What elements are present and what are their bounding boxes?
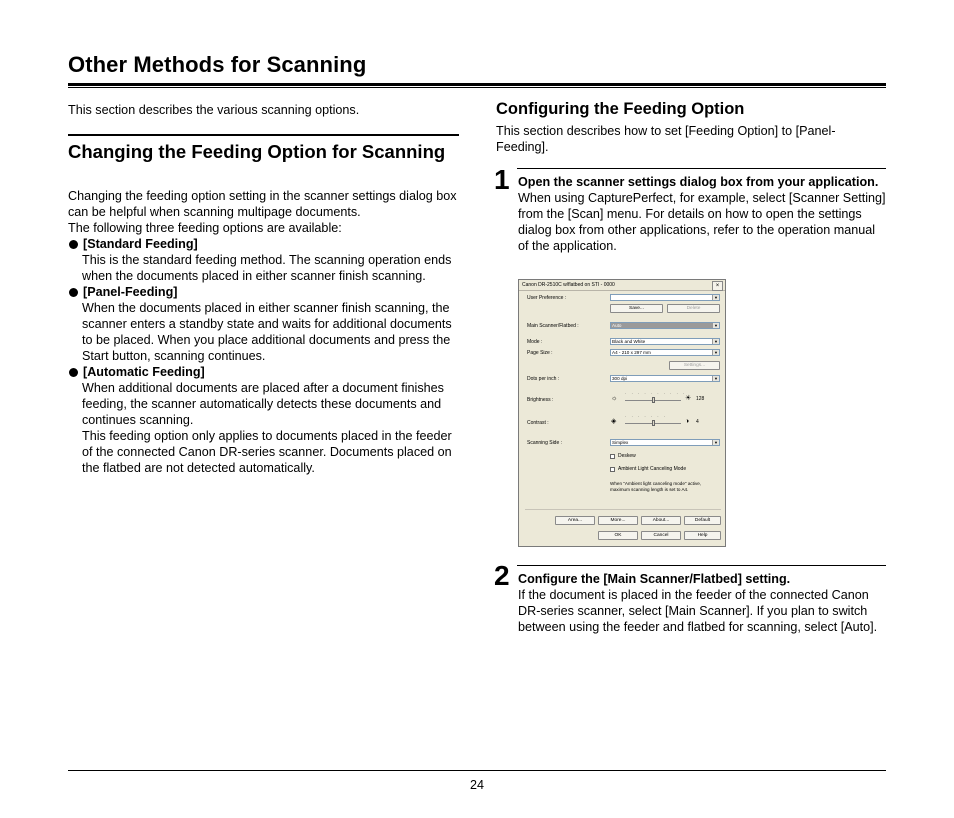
contrast-slider-thumb[interactable] [652, 420, 655, 426]
main-scanner-select[interactable]: Auto ▼ [610, 322, 720, 329]
dialog-title: Canon DR-2510C w/flatbed on STI - 0000 [519, 280, 725, 291]
option-panel [68, 284, 460, 300]
default-button[interactable]: Default [684, 516, 721, 525]
step-rule [517, 565, 886, 566]
user-preference-label: User Preference : [527, 295, 567, 301]
contrast-label: Contrast : [527, 420, 549, 426]
bullet-icon [69, 368, 78, 377]
sun-bright-icon: ☀ [685, 395, 692, 402]
para-intro: Changing the feeding option setting in the scanner settings dialog box can be helpful when scanning multipage documents. [68, 189, 457, 219]
title-rule-thick [68, 83, 886, 86]
brightness-label: Brightness : [527, 397, 554, 403]
chevron-down-icon: ▼ [712, 440, 719, 445]
brightness-value: 128 [696, 396, 705, 402]
option-standard [68, 236, 460, 252]
delete-button[interactable]: Delete [667, 304, 720, 313]
intro-text: This section describes the various scanning options. [68, 103, 360, 117]
para-options: The following three feeding options are available: [68, 221, 342, 235]
option-text: When the documents placed in either scanner finish scanning, the scanner enters a standby state and waits for additional documents to be placed. When you place additional documents and press the Start button, scanning continues. [82, 301, 452, 363]
chevron-down-icon: ▼ [712, 339, 719, 344]
user-preference-select[interactable] [610, 294, 720, 301]
subsection-heading: Configuring the Feeding Option [496, 100, 745, 118]
option-note: This feeding option only applies to documents placed in the feeder of the connected Canon DR-series scanner. Documents placed on the flatbed are not detected automatically. [82, 429, 452, 475]
page-number: 24 [469, 778, 484, 792]
scanning-side-select[interactable]: Simplex ▼ [610, 439, 720, 446]
left-column [68, 188, 460, 476]
bullet-icon [69, 288, 78, 297]
ambient-light-checkbox[interactable]: Ambient Light Canceling Mode [610, 466, 686, 473]
option-label: [Standard Feeding] [83, 237, 198, 251]
sun-dim-icon: ☼ [611, 395, 618, 402]
subsection-desc: This section describes how to set [Feeding Option] to [Panel-Feeding]. [496, 124, 836, 154]
chevron-down-icon: ▼ [712, 295, 719, 300]
section-rule [68, 134, 459, 136]
scanning-side-label: Scanning Side : [527, 440, 563, 446]
more-button[interactable]: More... [598, 516, 638, 525]
help-button[interactable]: Help [684, 531, 721, 540]
deskew-checkbox[interactable]: Deskew [610, 453, 636, 460]
page-title: Other Methods for Scanning [68, 52, 367, 77]
cancel-button[interactable]: Cancel [641, 531, 681, 540]
ok-button[interactable]: OK [598, 531, 638, 540]
step-number: 2 [494, 560, 510, 591]
bullet-icon [69, 240, 78, 249]
main-scanner-label: Main Scanner/Flatbed : [527, 323, 579, 329]
mode-label: Mode : [527, 339, 543, 345]
contrast-value: 4 [696, 419, 699, 425]
brightness-slider-thumb[interactable] [652, 397, 655, 403]
step-1 [518, 174, 886, 254]
step-number: 1 [494, 164, 510, 195]
settings-button[interactable]: Settings... [669, 361, 720, 370]
option-label: [Panel-Feeding] [83, 285, 178, 299]
dpi-select[interactable]: 300 dpi ▼ [610, 375, 720, 382]
section-heading: Changing the Feeding Option for Scanning [68, 141, 446, 162]
step-2 [518, 571, 886, 635]
option-label: [Automatic Feeding] [83, 365, 205, 379]
footer-rule [68, 770, 886, 771]
option-automatic [68, 364, 460, 380]
area-button[interactable]: Area... [555, 516, 595, 525]
option-text: When additional documents are placed after a document finishes feeding, the scanner automatically detects these documents and continues scanning. [82, 381, 444, 427]
page-size-select[interactable]: A4 - 210 x 297 mm ▼ [610, 349, 720, 356]
scanner-settings-dialog: Canon DR-2510C w/flatbed on STI - 0000 × User Preference : ▼ Save... Delete Main Scanner/Flatbed : Auto ▼ Mode : Black and White ▼ Page Size : A4 - 210 x 297 mm ▼ Settings... Dots per inch : 300 dpi ▼ Brightness : ☼ · · · · · · · · · · ☀ 128 Contrast : ◈ · · · · · · · ◑ 4 Scanning Side : Simplex ▼ Deskew Ambient Light Canceling Mode When "Ambient light canceling mode" active, maximum scanning length is set to A4. Area... More... About... Default OK Cancel Help [518, 279, 726, 547]
step-rule [517, 168, 886, 169]
step-text: If the document is placed in the feeder of the connected Canon DR-series scanner, select [Main Scanner]. If you plan to switch between using the feeder and flatbed for scanning, select [Auto]. [518, 588, 878, 634]
chevron-down-icon: ▼ [712, 376, 719, 381]
page-size-label: Page Size : [527, 350, 553, 356]
title-rule-thin [68, 87, 886, 88]
step-title: Open the scanner settings dialog box from your application. [518, 175, 879, 189]
step-text: When using CapturePerfect, for example, select [Scanner Setting] from the [Scan] menu. For details on how to open the settings dialog box from other applications, refer to the operation manual of the application. [518, 191, 886, 253]
chevron-down-icon: ▼ [712, 323, 719, 328]
dpi-label: Dots per inch : [527, 376, 560, 382]
chevron-down-icon: ▼ [712, 350, 719, 355]
option-text: This is the standard feeding method. The scanning operation ends when the documents placed in either scanner finish scanning. [82, 253, 452, 283]
contrast-low-icon: ◈ [611, 418, 617, 425]
mode-select[interactable]: Black and White ▼ [610, 338, 720, 345]
ambient-note: When "Ambient light canceling mode" active, maximum scanning length is set to A4. [610, 481, 702, 492]
about-button[interactable]: About... [641, 516, 681, 525]
contrast-high-icon: ◑ [685, 418, 690, 425]
close-icon[interactable]: × [712, 281, 723, 291]
save-button[interactable]: Save... [610, 304, 663, 313]
step-title: Configure the [Main Scanner/Flatbed] setting. [518, 572, 791, 586]
